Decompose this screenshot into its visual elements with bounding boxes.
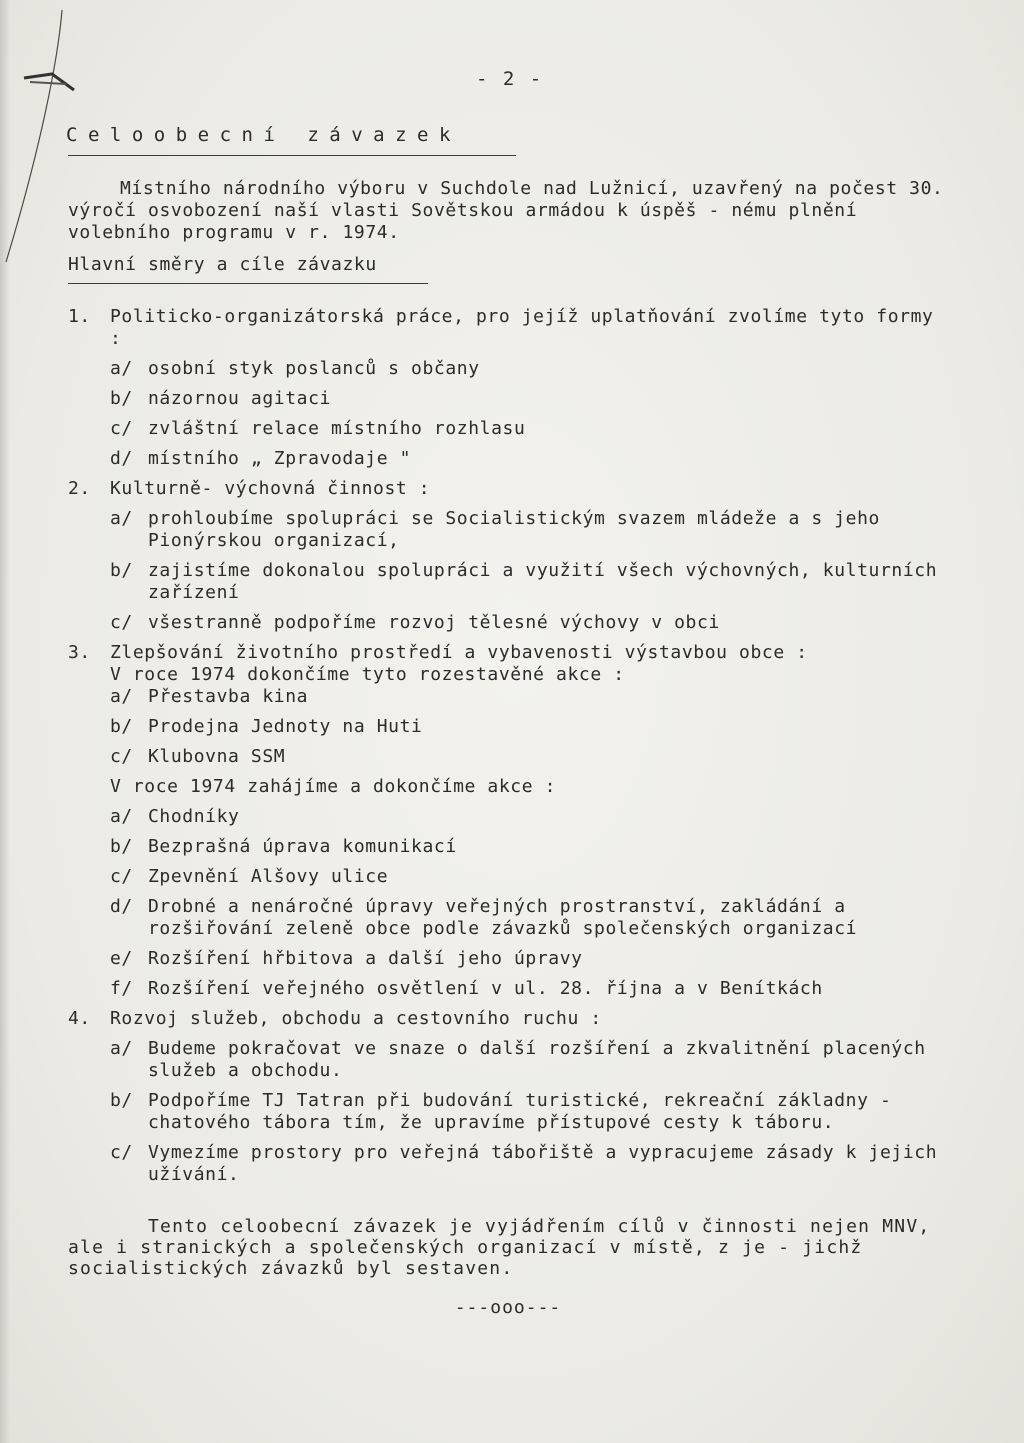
item-text: zvláštní relace místního rozhlasu bbox=[148, 418, 526, 439]
section-1 bbox=[68, 306, 948, 350]
item-label: b/ bbox=[110, 836, 133, 857]
item-text: Prodejna Jednoty na Huti bbox=[148, 716, 423, 737]
item-label: b/ bbox=[110, 1090, 133, 1111]
item-label: a/ bbox=[110, 508, 133, 529]
item-label: d/ bbox=[110, 448, 133, 469]
list-item bbox=[110, 508, 948, 552]
item-label: c/ bbox=[110, 418, 133, 439]
section-number: 3. bbox=[68, 642, 91, 663]
item-text: Podpoříme TJ Tatran při budování turistické, rekreační základny - chatového tábora tím, že upravíme přístupové cesty k táboru. bbox=[148, 1090, 892, 1133]
item-label: d/ bbox=[110, 896, 133, 917]
closing-paragraph: Tento celoobecní závazek je vyjádřením cílů v činnosti nejen MNV, ale i stranických a společenských organizací v místě, z je - jichž socialistických závazků byl sestaven. bbox=[68, 1216, 931, 1279]
section-2 bbox=[68, 478, 948, 500]
document-body bbox=[68, 124, 948, 1319]
item-text: Chodníky bbox=[148, 806, 240, 827]
document-title: Celoobecní závazek bbox=[66, 124, 461, 146]
item-label: a/ bbox=[110, 358, 133, 379]
item-text: Bezprašná úprava komunikací bbox=[148, 836, 457, 857]
item-label: a/ bbox=[110, 806, 133, 827]
section-title: Rozvoj služeb, obchodu a cestovního ruchu : bbox=[110, 1008, 602, 1029]
list-item bbox=[110, 448, 948, 470]
item-label: e/ bbox=[110, 948, 133, 969]
item-text: Klubovna SSM bbox=[148, 746, 286, 767]
subheading: V roce 1974 dokončíme tyto rozestavěné akce : bbox=[110, 664, 625, 685]
intro-paragraph: Místního národního výboru v Suchdole nad Lužnicí, uzavřený na počest 30. výročí osvobození naší vlasti Sovětskou armádou k úspěš - nému plnění volebního programu v r. 1974. bbox=[68, 178, 944, 243]
item-text: Přestavba kina bbox=[148, 686, 309, 707]
section-heading: Hlavní směry a cíle závazku bbox=[68, 254, 377, 275]
item-label: c/ bbox=[110, 746, 133, 767]
heading-underline bbox=[68, 283, 428, 284]
item-label: a/ bbox=[110, 1038, 133, 1059]
section-number: 4. bbox=[68, 1008, 91, 1029]
page-number: - 2 - bbox=[476, 68, 544, 90]
item-text: Rozšíření veřejného osvětlení v ul. 28. října a v Benítkách bbox=[148, 978, 823, 999]
item-label: b/ bbox=[110, 388, 133, 409]
item-text: osobní styk poslanců s občany bbox=[148, 358, 480, 379]
section-title: Politicko-organizátorská práce, pro jejíž uplatňování zvolíme tyto formy : bbox=[110, 306, 934, 349]
list-item bbox=[110, 1142, 948, 1186]
list-item bbox=[110, 1090, 948, 1134]
list-item bbox=[110, 560, 948, 604]
list-item bbox=[110, 896, 948, 940]
list-item bbox=[110, 358, 948, 380]
item-label: c/ bbox=[110, 1142, 133, 1163]
section-3 bbox=[68, 642, 948, 664]
section-title: Zlepšování životního prostředí a vybavenosti výstavbou obce : bbox=[110, 642, 808, 663]
end-mark: ---ooo--- bbox=[454, 1297, 562, 1318]
section-title: Kulturně- výchovná činnost : bbox=[110, 478, 431, 499]
list-item bbox=[110, 388, 948, 410]
subheading: V roce 1974 zahájíme a dokončíme akce : bbox=[110, 776, 557, 797]
item-text: Zpevnění Alšovy ulice bbox=[148, 866, 389, 887]
list-item bbox=[110, 978, 948, 1000]
item-label: c/ bbox=[110, 866, 133, 887]
item-text: všestranně podpoříme rozvoj tělesné výchovy v obci bbox=[148, 612, 720, 633]
item-label: c/ bbox=[110, 612, 133, 633]
item-label: f/ bbox=[110, 978, 133, 999]
item-text: Vymezíme prostory pro veřejná tábořiště a vypracujeme zásady k jejich užívání. bbox=[148, 1142, 938, 1185]
list-item bbox=[110, 836, 948, 858]
title-underline bbox=[68, 155, 516, 156]
staple-mark-icon bbox=[22, 70, 80, 92]
list-item bbox=[110, 806, 948, 828]
list-item bbox=[110, 686, 948, 708]
item-text: místního „ Zpravodaje " bbox=[148, 448, 412, 469]
item-label: b/ bbox=[110, 716, 133, 737]
section-number: 1. bbox=[68, 306, 91, 327]
section-4 bbox=[68, 1008, 948, 1030]
list-item bbox=[110, 418, 948, 440]
list-item bbox=[110, 612, 948, 634]
list-item bbox=[110, 716, 948, 738]
item-text: zajistíme dokonalou spolupráci a využití všech výchovných, kulturních zařízení bbox=[148, 560, 938, 603]
list-item bbox=[110, 866, 948, 888]
item-label: a/ bbox=[110, 686, 133, 707]
list-item bbox=[110, 746, 948, 768]
item-text: Drobné a nenáročné úpravy veřejných prostranství, zakládání a rozšiřování zeleně obce podle závazků společenských organizací bbox=[148, 896, 858, 939]
item-text: názornou agitaci bbox=[148, 388, 331, 409]
item-text: Budeme pokračovat ve snaze o další rozšíření a zkvalitnění placených služeb a obchodu. bbox=[148, 1038, 926, 1081]
item-text: Rozšíření hřbitova a další jeho úpravy bbox=[148, 948, 583, 969]
item-label: b/ bbox=[110, 560, 133, 581]
list-item bbox=[110, 948, 948, 970]
item-text: prohloubíme spolupráci se Socialistickým svazem mládeže a s jeho Pionýrskou organizací, bbox=[148, 508, 880, 551]
list-item bbox=[110, 1038, 948, 1082]
section-number: 2. bbox=[68, 478, 91, 499]
